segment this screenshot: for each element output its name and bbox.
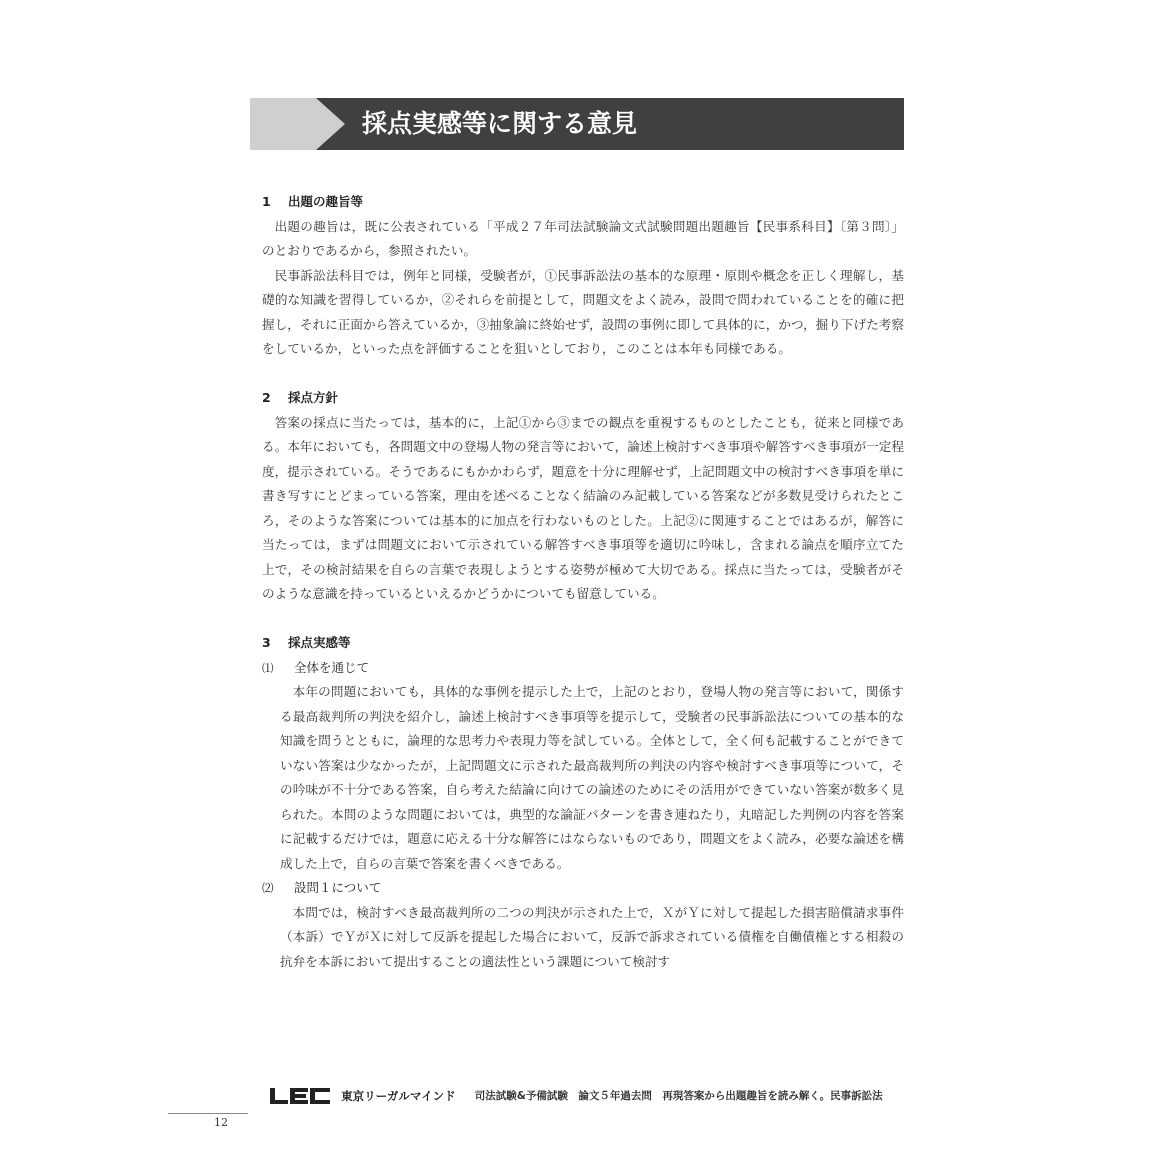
paragraph: 答案の採点に当たっては，基本的に，上記①から③までの観点を重視するものとしたことも，従来と同様である。本年においても，各問題文中の登場人物の発言等において，論述上検討すべき事項や解答すべき事項が一定程度，提示されている。そうであるにもかかわらず，題意を十分に理解せず，上記問題文中の検討すべき事項を単に書き写すにとどまっている答案，理由を述べることなく結論のみ記載している答案などが多数見受けられたところ，そのような答案については基本的に加点を行わないものとした。上記②に関連することではあるが，解答に当たっては，まずは問題文において示されている解答すべき事項等を適切に吟味し，含まれる論点を順序立てた上で，その検討結果を自らの言葉で表現しようとする姿勢が極めて大切である。採点に当たっては，受験者がそのような意識を持っているといえるかどうかについても留意している。 (262, 414, 904, 601)
section-title: 採点方針 (288, 390, 339, 405)
section-title: 採点実感等 (288, 635, 351, 650)
section-3 (262, 631, 904, 974)
subsection-number: ⑵ (262, 881, 274, 895)
publisher-name: 東京リーガルマインド (341, 1088, 456, 1103)
document-body (262, 190, 904, 999)
section-number: 1 (262, 194, 271, 209)
section-2 (262, 386, 904, 607)
section-title-banner (250, 98, 904, 150)
subsection-title: 設問１について (294, 880, 382, 895)
section-heading (262, 190, 904, 215)
section-number: 3 (262, 635, 271, 650)
lec-logo (268, 1086, 332, 1106)
section-number: 2 (262, 390, 271, 405)
page-number: 12 (214, 1116, 228, 1129)
subsection-heading (262, 656, 904, 681)
paragraph: 本問では，検討すべき最高裁判所の二つの判決が示された上で，ＸがＹに対して提起した損害賠償請求事件（本訴）でＹがＸに対して反訴を提起した場合において，反訴で訴求されている債権を自働債権とする相殺の抗弁を本訴において提出することの適法性という課題について検討す (280, 904, 904, 969)
section-1 (262, 190, 904, 362)
footer-divider (168, 1113, 248, 1114)
page-footer (268, 1085, 908, 1111)
paragraph: 出題の趣旨は，既に公表されている「平成２７年司法試験論文式試験問題出題趣旨【民事系科目】〔第３問〕」のとおりであるから，参照されたい。 (262, 218, 904, 258)
lec-logo-mark (268, 1086, 332, 1106)
banner-chevron-decoration (250, 98, 345, 150)
page-title: 採点実感等に関する意見 (362, 109, 638, 138)
paragraph: 本年の問題においても，具体的な事例を提示した上で，上記のとおり，登場人物の発言等において，関係する最高裁判所の判決を紹介し，論述上検討すべき事項等を提示して，受験者の民事訴訟法についての基本的な知識を問うとともに，論理的な思考力や表現力等を試している。全体として，全く何も記載することができていない答案は少なかったが，上記問題文に示された最高裁判所の判決の内容や検討すべき事項等について，その吟味が不十分である答案，自ら考えた結論に向けての論述のためにその活用ができていない答案が数多く見られた。本問のような問題においては，典型的な論証パターンを書き連ねたり，丸暗記した判例の内容を答案に記載するだけでは，題意に応える十分な解答にはならないものであり，問題文をよく読み，必要な論述を構成した上で，自らの言葉で答案を書くべきである。 (280, 684, 904, 871)
section-title: 出題の趣旨等 (288, 194, 364, 209)
subsection-heading (262, 876, 904, 901)
section-heading (262, 386, 904, 411)
subsection-number: ⑴ (262, 660, 274, 675)
section-heading (262, 631, 904, 656)
subsection-title: 全体を通じて (294, 659, 370, 675)
paragraph: 民事訴訟法科目では，例年と同様，受験者が，①民事訴訟法の基本的な原理・原則や概念を正しく理解し，基礎的な知識を習得しているか，②それらを前提として，問題文をよく読み，設問で問われていることを的確に把握し，それに正面から答えているか，③抽象論に終始せず，設問の事例に即して具体的に，かつ，掘り下げた考察をしているか，といった点を評価することを狙いとしており，このことは本年も同様である。 (262, 267, 904, 356)
series-title: 司法試験&予備試験 論文５年過去問 再現答案から出題趣旨を読み解く。民事訴訟法 (474, 1090, 883, 1102)
